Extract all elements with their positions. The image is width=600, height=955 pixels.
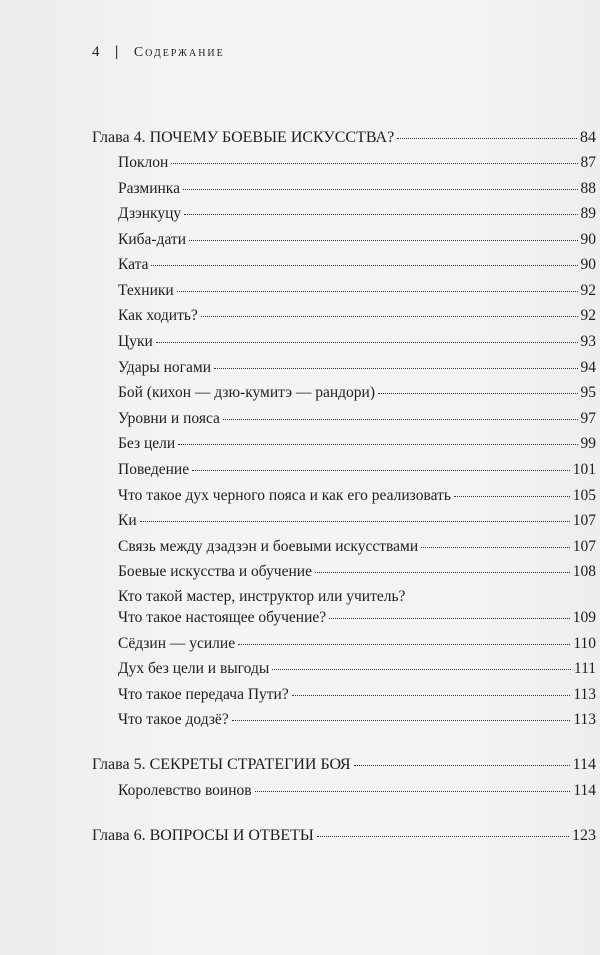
toc-entry-title: Уровни и пояса [118,410,220,427]
toc-entry[interactable] [118,204,596,224]
running-header [92,44,225,61]
toc-entry-title: Что такое додзё? [118,711,229,728]
toc-entry-page: 90 [580,256,596,273]
toc-entry-title: Как ходить? [118,307,198,324]
toc-leader-dots [421,547,570,548]
toc-leader-dots [292,695,571,696]
toc-leader-dots [223,419,578,420]
toc-entry-page: 109 [572,609,596,626]
page-number: 4 [92,44,101,60]
toc-entry-page: 92 [580,307,596,324]
toc-entry-title: Техники [118,282,174,299]
toc-entry-page: 105 [572,487,596,504]
toc-entry[interactable] [118,153,596,173]
toc-entry[interactable] [118,409,596,429]
toc-entry-title: Поклон [118,154,169,171]
toc-leader-dots [214,368,578,369]
toc-entry[interactable] [118,659,596,679]
toc-leader-dots [201,316,578,317]
toc-entry[interactable] [118,486,596,506]
toc-entry[interactable] [118,710,596,730]
toc-entry[interactable] [118,281,596,301]
toc-entry[interactable] [118,230,596,250]
toc-entry-page: 111 [573,660,596,677]
toc-leader-dots [151,265,577,266]
toc-entry[interactable] [118,306,596,326]
toc-leader-dots [454,496,570,497]
toc-leader-dots [171,163,577,164]
toc-leader-dots [177,291,578,292]
toc-entry[interactable] [118,179,596,199]
toc-entry-page: 97 [580,410,596,427]
toc-entry-page: 89 [580,205,596,222]
toc-entry-page: 110 [573,635,596,652]
toc-entry-page: 90 [580,231,596,248]
toc-leader-dots [397,138,577,139]
toc-entry-title: Киба-дати [118,231,186,248]
toc-leader-dots [255,791,571,792]
toc-entry-page: 123 [572,827,596,844]
toc-leader-dots [317,836,569,837]
toc-leader-dots [238,644,570,645]
toc-leader-dots [329,618,570,619]
toc-entry[interactable] [118,588,596,628]
toc-entry[interactable] [118,537,596,557]
toc-entry-page: 87 [580,154,596,171]
toc-entry[interactable] [118,634,596,654]
toc-leader-dots [189,240,578,241]
toc-entry-page: 94 [580,359,596,376]
toc-leader-dots [272,669,571,670]
toc-entry-title: Удары ногами [118,359,211,376]
toc-leader-dots [192,470,570,471]
toc-entry-title: Что такое настоящее обучение? [118,609,327,626]
toc-entry-page: 92 [580,282,596,299]
toc-chapter-entry[interactable] [92,826,596,846]
toc-entry[interactable] [118,434,596,454]
toc-chapter-entry[interactable] [92,128,596,148]
toc-entry-title: Что такое дух черного пояса и как его реализовать [118,487,451,504]
toc-leader-dots [354,765,570,766]
toc-entry-page: 88 [580,180,596,197]
toc-entry-page: 99 [580,435,596,452]
toc-entry-title: Бой (кихон — дзю-кумитэ — рандори) [118,384,375,401]
toc-entry-title: Поведение [118,461,190,478]
toc-entry-title: Цуки [118,333,153,350]
toc-entry-page: 113 [573,686,596,703]
header-separator: | [115,44,120,60]
toc-entry-title: Ката [118,256,149,273]
toc-leader-dots [184,214,577,215]
toc-leader-dots [232,720,571,721]
toc-entry-title: Без цели [118,435,176,452]
toc-entry[interactable] [118,511,596,531]
toc-chapter-entry[interactable] [92,755,596,775]
toc-leader-dots [178,444,577,445]
toc-entry-page: 114 [573,782,596,799]
toc-entry[interactable] [118,358,596,378]
toc-entry-title: Королевство воинов [118,782,252,799]
toc-entry[interactable] [118,255,596,275]
toc-entry-page: 113 [573,711,596,728]
toc-entry-title: Связь между дзадзэн и боевыми искусствами [118,538,419,555]
toc-entry[interactable] [118,781,596,801]
toc-leader-dots [183,189,578,190]
toc-entry[interactable] [118,332,596,352]
toc-entry-title: Глава 4. ПОЧЕМУ БОЕВЫЕ ИСКУССТВА? [92,129,395,146]
toc-entry-page: 107 [572,538,596,555]
toc-entry-title: Дух без цели и выгоды [118,660,270,677]
toc-entry-lead-line: Кто такой мастер, инструктор или учитель? [118,588,406,605]
toc-leader-dots [140,521,570,522]
toc-entry-page: 101 [572,461,596,478]
toc-leader-dots [315,572,570,573]
toc-entry-title: Боевые искусства и обучение [118,563,312,580]
toc-entry-title: Сёдзин — усилие [118,635,236,652]
toc-entry-page: 107 [572,512,596,529]
toc-entry-page: 108 [572,563,596,580]
toc-entry-page: 95 [580,384,596,401]
toc-entry-title: Дзэнкуцу [118,205,182,222]
toc-entry-title: Ки [118,512,137,529]
section-title: Содержание [133,44,225,60]
toc-entry-title: Глава 6. ВОПРОСЫ И ОТВЕТЫ [92,827,314,844]
toc-leader-dots [378,393,578,394]
toc-entry-page: 93 [580,333,596,350]
toc-entry-title: Что такое передача Пути? [118,686,289,703]
toc-entry-page: 84 [580,129,596,146]
toc-leader-dots [156,342,578,343]
toc-entry[interactable] [118,562,596,582]
toc-entry-title: Глава 5. СЕКРЕТЫ СТРАТЕГИИ БОЯ [92,756,351,773]
toc-entry[interactable] [118,383,596,403]
toc-entry-page: 114 [572,756,596,773]
toc-entry-title: Разминка [118,180,180,197]
toc-entry[interactable] [118,685,596,705]
toc-entry[interactable] [118,460,596,480]
